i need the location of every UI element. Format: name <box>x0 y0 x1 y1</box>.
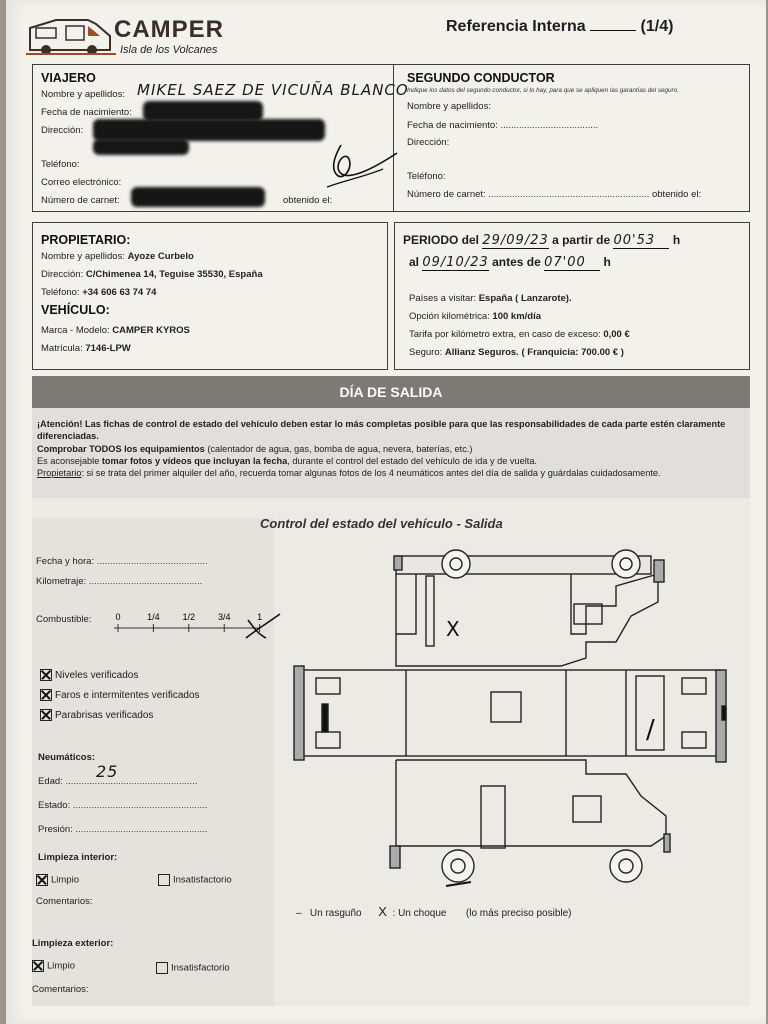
traveler-phone-label: Teléfono: <box>41 159 80 170</box>
fuel-level-mark <box>246 614 280 638</box>
traveler-obtained-label: obtenido el: <box>283 195 333 206</box>
damage-mark-slash: / <box>646 715 655 745</box>
photo-advice-text: Es aconsejable tomar fotos y vídeos que incluyan la fecha, durante el control del estado del vehículo de ida y de vuelta. <box>37 455 537 466</box>
traveler-title: VIAJERO <box>41 71 96 85</box>
owner-address-row: Dirección: C/Chimenea 14, Teguise 35530, España <box>41 269 263 280</box>
redacted-address <box>93 119 325 141</box>
second-driver-license-row: Número de carnet: ............................................................. obtenido el: <box>407 189 702 200</box>
rate-row: Tarifa por kilómetro extra, en caso de exceso: 0,00 € <box>409 329 630 340</box>
hit-label: Un choque <box>398 908 447 919</box>
birth-dots[interactable]: ..................................... <box>500 120 599 131</box>
exterior-comments-label: Comentarios: <box>32 984 89 995</box>
redacted-birth <box>143 101 263 121</box>
traveler-name-value[interactable]: MIKEL SAEZ DE VICUÑA BLANCO <box>137 81 409 99</box>
reference-blank[interactable] <box>590 30 636 31</box>
fuel-tick-label: 0 <box>115 612 121 622</box>
check-item[interactable] <box>40 686 200 706</box>
hit-symbol: X <box>378 904 387 919</box>
fuel-tick-label: 1 <box>257 612 263 622</box>
damage-mark-x: X <box>446 617 460 641</box>
signature-scribble <box>323 139 403 194</box>
second-driver-phone-label: Teléfono: <box>407 171 446 182</box>
camper-logo <box>26 14 116 58</box>
top-view-window <box>574 604 602 624</box>
tyre-pressure-row: Presión: .................................................. <box>38 824 208 835</box>
time-from-value[interactable]: 00'53 <box>613 233 669 249</box>
fuel-tick-label: 1/4 <box>147 612 160 622</box>
second-driver-name-label: Nombre y apellidos: <box>407 101 491 112</box>
warning-text: ¡Atención! Las fichas de control de estado del vehículo deben estar lo más completas posible para que las responsabilidades de cada parte estén claramente diferenciadas. <box>37 419 726 442</box>
km-row: Opción kilométrica: 100 km/día <box>409 311 542 322</box>
exterior-clean-option[interactable]: Limpio <box>32 960 75 972</box>
legend-note: (lo más preciso posible) <box>465 908 572 919</box>
traveler-box <box>32 64 750 212</box>
period-box <box>394 222 750 370</box>
interior-unsat-checkbox[interactable] <box>158 874 170 886</box>
fuel-label: Combustible: <box>36 614 92 625</box>
tyre-pressure-dots[interactable]: .................................................. <box>75 824 208 835</box>
paper-sheet <box>6 0 766 1024</box>
redacted-address-2 <box>93 139 189 155</box>
interior-unsat-option[interactable]: Insatisfactorio <box>158 874 232 886</box>
bottom-view-door <box>481 786 505 848</box>
exterior-unsat-option[interactable]: Insatisfactorio <box>156 962 230 974</box>
vehicle-diagram[interactable] <box>286 546 742 896</box>
check-item-checkbox[interactable] <box>40 689 52 701</box>
time-to-value[interactable]: 07'00 <box>544 255 600 271</box>
departure-warning <box>32 408 750 498</box>
check-item-checkbox[interactable] <box>40 669 52 681</box>
exterior-clean-checkbox[interactable] <box>32 960 44 972</box>
plan-view-body <box>296 670 720 756</box>
period-from-row: PERIODO del 29/09/23 a partir de 00'53 h <box>403 233 681 248</box>
fuel-tick-label: 1/2 <box>182 612 196 622</box>
date-to-value[interactable]: 09/10/23 <box>422 255 489 270</box>
tyres-title: Neumáticos: <box>38 752 96 763</box>
exterior-title: Limpieza exterior: <box>32 938 114 949</box>
check-item-checkbox[interactable] <box>40 709 52 721</box>
second-driver-note: Indique los datos del segundo conductor, si lo hay, para que se apliquen las garantías del seguro. <box>407 87 679 94</box>
traveler-address-label: Dirección: <box>41 125 84 136</box>
traveler-email-label: Correo electrónico: <box>41 177 122 188</box>
mileage-dots[interactable]: ........................................... <box>88 576 203 587</box>
checks-list <box>40 666 200 726</box>
tyre-state-dots[interactable]: ................................................... <box>72 800 208 811</box>
exterior-unsat-checkbox[interactable] <box>156 962 168 974</box>
owner-title: PROPIETARIO: <box>41 233 131 247</box>
owner-name-row: Nombre y apellidos: Ayoze Curbelo <box>41 251 194 262</box>
wheel-bottom-left <box>442 850 474 882</box>
tyre-state-row: Estado: ................................................... <box>38 800 208 811</box>
owner-phone-row: Teléfono: +34 606 63 74 74 <box>41 287 157 298</box>
tyre-age-row: Edad: .................................................. <box>38 776 198 787</box>
fuel-tick-label: 3/4 <box>217 612 231 622</box>
traveler-license-label: Número de carnet: <box>41 195 120 206</box>
datetime-row: Fecha y hora: .......................................... <box>36 556 208 567</box>
interior-comments-label: Comentarios: <box>36 896 93 907</box>
date-from-value[interactable]: 29/09/23 <box>482 233 549 248</box>
redacted-license <box>131 187 265 207</box>
second-driver-title: SEGUNDO CONDUCTOR <box>407 71 555 85</box>
check-item-label: Parabrisas verificados <box>55 710 154 721</box>
second-driver-birth-row: Fecha de nacimiento: ..................................... <box>407 120 599 131</box>
bottom-view-outline <box>396 760 666 846</box>
plan-view-skylight <box>491 692 521 722</box>
insurance-row: Seguro: Allianz Seguros. ( Franquicia: 700.00 € ) <box>409 347 624 358</box>
tyre-age-dots[interactable]: .................................................. <box>65 776 198 787</box>
departure-banner: DÍA DE SALIDA <box>32 376 750 408</box>
fuel-gauge[interactable] <box>106 608 286 642</box>
mileage-row: Kilometraje: ........................................... <box>36 576 203 587</box>
interior-clean-option[interactable]: Limpio <box>36 874 79 886</box>
period-to-row: al 09/10/23 antes de 07'00 h <box>409 255 611 270</box>
check-item[interactable] <box>40 706 200 726</box>
wheel-top-right <box>612 550 640 578</box>
check-equipment-text: Comprobar TODOS los equipamientos (calentador de agua, gas, bomba de agua, nevera, baterías, etc.) <box>37 443 473 454</box>
owner-note-text: Propietario: si se trata del primer alquiler del año, recuerda tomar algunas fotos de los 4 neumáticos antes del día de salida y guárdalas cuidadosamente. <box>37 468 661 479</box>
vehicle-title: VEHÍCULO: <box>41 303 110 317</box>
wheel-top-left <box>442 550 470 578</box>
interior-title: Limpieza interior: <box>38 852 118 863</box>
brand-tagline: Isla de los Volcanes <box>120 44 218 56</box>
vehicle-model-row: Marca - Modelo: CAMPER KYROS <box>41 325 190 336</box>
scratch-label: Un rasguño <box>309 908 362 919</box>
brand-name: CAMPER <box>114 16 225 43</box>
owner-box <box>32 222 388 370</box>
interior-clean-checkbox[interactable] <box>36 874 48 886</box>
control-title: Control del estado del vehículo - Salida <box>260 516 503 531</box>
reference-label: Referencia Interna (1/4) <box>446 18 674 35</box>
second-driver-address-label: Dirección: <box>407 137 450 148</box>
traveler-birth-label: Fecha de nacimiento: <box>41 107 132 118</box>
tyre-age-value[interactable]: 25 <box>96 762 119 781</box>
check-item-label: Niveles verificados <box>55 670 139 681</box>
check-item[interactable] <box>40 666 200 686</box>
wheel-bottom-right <box>610 850 642 882</box>
license-dots[interactable]: ............................................................. <box>488 189 650 200</box>
vehicle-plate-row: Matrícula: 7146-LPW <box>41 343 131 354</box>
diagram-legend: – Un rasguño X : Un choque (lo más preciso posible) <box>296 904 572 919</box>
top-view-outline <box>396 574 658 666</box>
traveler-name-row: Nombre y apellidos: <box>41 89 125 100</box>
top-view-door <box>426 576 434 646</box>
countries-row: Países a visitar: España ( Lanzarote). <box>409 293 572 304</box>
scratch-symbol: – <box>296 908 302 919</box>
check-item-label: Faros e intermitentes verificados <box>55 690 200 701</box>
datetime-dots[interactable]: .......................................... <box>96 556 208 567</box>
